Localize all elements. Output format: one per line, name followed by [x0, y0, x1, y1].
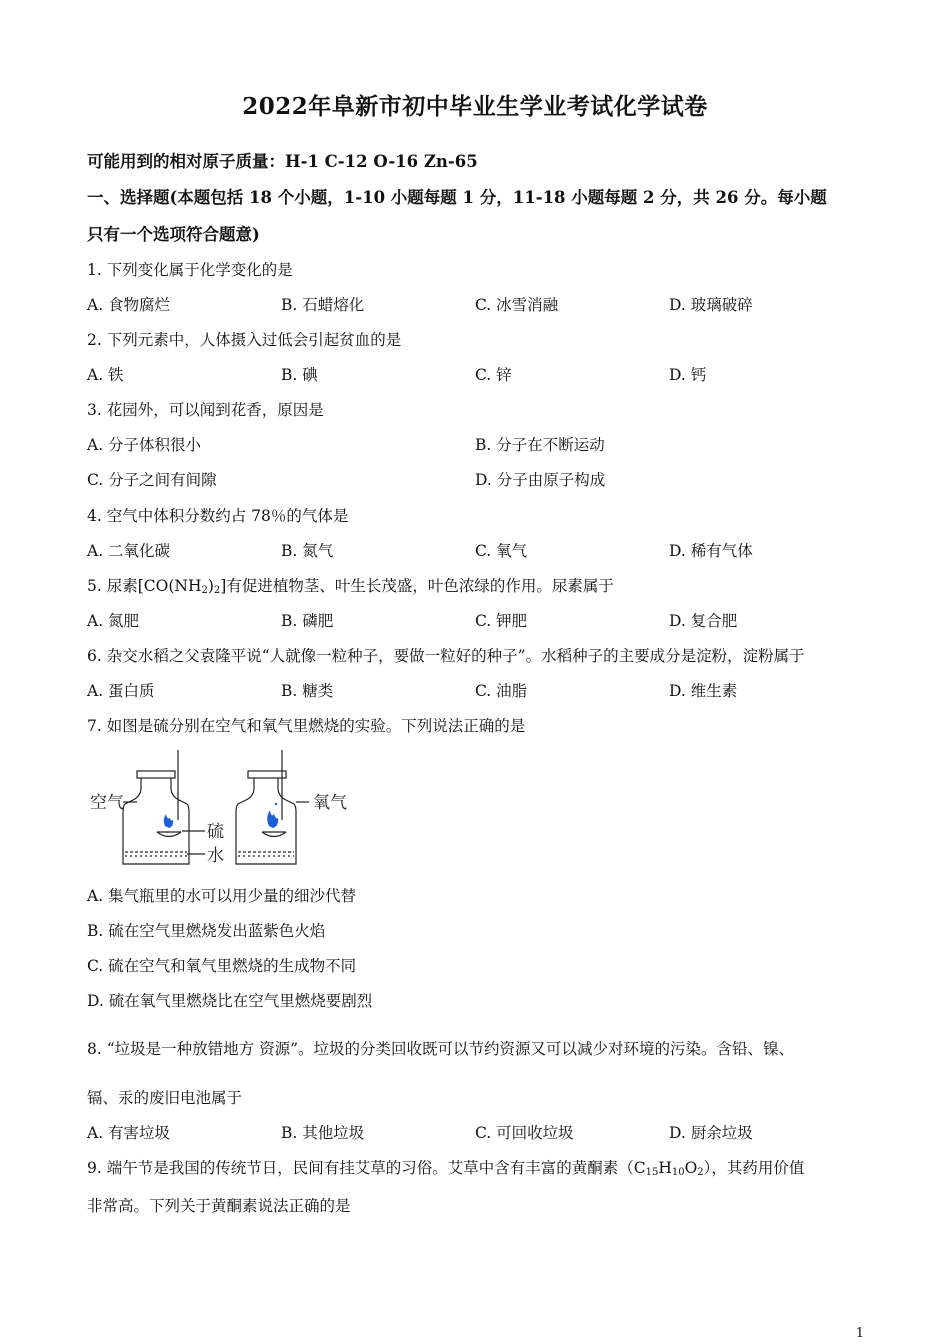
q7-option-c: C. 硫在空气和氧气里燃烧的生成物不同 — [87, 957, 357, 975]
q3-option-b: B. 分子在不断运动 — [475, 436, 605, 454]
q7-option-d: D. 硫在氧气里燃烧比在空气里燃烧要剧烈 — [87, 992, 373, 1010]
q8-option-a: A. 有害垃圾 — [87, 1124, 171, 1142]
q1-option-b: B. 石蜡熔化 — [281, 296, 365, 314]
q7-option-b: B. 硫在空气里燃烧发出蓝紫色火焰 — [87, 922, 326, 940]
q6-option-c: C. 油脂 — [475, 682, 528, 700]
q4-option-d: D. 稀有气体 — [669, 542, 753, 560]
q1-option-a: A. 食物腐烂 — [87, 296, 171, 314]
q8-option-d: D. 厨余垃圾 — [669, 1124, 753, 1142]
label-water: 水 — [207, 846, 224, 866]
q5-option-a: A. 氮肥 — [87, 612, 140, 630]
left-flame-icon — [164, 814, 173, 828]
section-heading-line1: 一、选择题(本题包括 18 个小题，1-10 小题每题 1 分，11-18 小题每题 2 分，共 26 分。每小题 — [87, 188, 827, 207]
q4-option-c: C. 氧气 — [475, 542, 528, 560]
label-sulfur: 硫 — [207, 822, 224, 842]
q7-stem: 7. 如图是硫分别在空气和氧气里燃烧的实验。下列说法正确的是 — [87, 717, 526, 735]
right-gas-bottle — [236, 778, 296, 864]
q8-option-b: B. 其他垃圾 — [281, 1124, 365, 1142]
left-spoon — [157, 832, 181, 837]
q4-option-b: B. 氮气 — [281, 542, 334, 560]
q8-stem-line2: 镉、汞的废旧电池属于 — [87, 1089, 243, 1107]
q8-stem-line1: 8. “垃圾是一种放错地方 资源”。垃圾的分类回收既可以节约资源又可以减少对环境的污染。含铅、镍、 — [87, 1040, 794, 1058]
q2-option-c: C. 锌 — [475, 366, 512, 384]
right-flame-icon — [267, 810, 278, 828]
q9-stem-line2: 非常高。下列关于黄酮素说法正确的是 — [87, 1197, 351, 1215]
q2-stem: 2. 下列元素中，人体摄入过低会引起贫血的是 — [87, 331, 402, 349]
q3-option-d: D. 分子由原子构成 — [475, 471, 606, 489]
page-number: 1 — [855, 1326, 864, 1341]
left-gas-bottle — [123, 778, 189, 864]
sulfur-combustion-figure — [87, 748, 362, 870]
q6-option-d: D. 维生素 — [669, 682, 738, 700]
right-bottle-lid — [248, 771, 286, 778]
q5-option-b: B. 磷肥 — [281, 612, 334, 630]
left-bottle-lid — [137, 771, 175, 778]
q2-option-b: B. 碘 — [281, 366, 318, 384]
section-heading-line2: 只有一个选项符合题意) — [87, 225, 260, 244]
q3-option-c: C. 分子之间有间隙 — [87, 471, 217, 489]
q5-stem: 5. 尿素$[CO(NH_2)_2]$有促进植物茎、叶生长茂盛，叶色浓绿的作用。尿素属于 — [87, 577, 614, 596]
label-oxygen: 氧气 — [313, 793, 347, 813]
q3-option-a: A. 分子体积很小 — [87, 436, 202, 454]
right-spoon — [262, 832, 286, 837]
q6-option-a: A. 蛋白质 — [87, 682, 155, 700]
q9-stem-line1: 9. 端午节是我国的传统节日，民间有挂艾草的习俗。艾草中含有丰富的黄酮素$(C_{15}H_{10}O_2)$，其药用价值 — [87, 1159, 805, 1178]
page-title: 2022年阜新市初中毕业生学业考试化学试卷 — [242, 93, 708, 120]
q1-option-d: D. 玻璃破碎 — [669, 296, 753, 314]
label-air: 空气 — [90, 793, 124, 813]
q1-stem: 1. 下列变化属于化学变化的是 — [87, 261, 293, 279]
q5-option-d: D. 复合肥 — [669, 612, 738, 630]
q3-stem: 3. 花园外，可以闻到花香，原因是 — [87, 401, 324, 419]
q6-option-b: B. 糖类 — [281, 682, 334, 700]
q1-option-c: C. 冰雪消融 — [475, 296, 559, 314]
q7-option-a: A. 集气瓶里的水可以用少量的细沙代替 — [87, 887, 357, 905]
atomic-masses: 可能用到的相对原子质量：H-1 C-12 O-16 Zn-65 — [87, 152, 478, 171]
q4-stem: 4. 空气中体积分数约占 78％的气体是 — [87, 507, 349, 525]
q4-option-a: A. 二氧化碳 — [87, 542, 171, 560]
q2-option-d: D. 钙 — [669, 366, 707, 384]
q2-option-a: A. 铁 — [87, 366, 124, 384]
q8-option-c: C. 可回收垃圾 — [475, 1124, 574, 1142]
q5-option-c: C. 钾肥 — [475, 612, 528, 630]
q6-stem: 6. 杂交水稻之父袁隆平说“人就像一粒种子，要做一粒好的种子”。水稻种子的主要成分是淀粉，淀粉属于 — [87, 647, 805, 665]
